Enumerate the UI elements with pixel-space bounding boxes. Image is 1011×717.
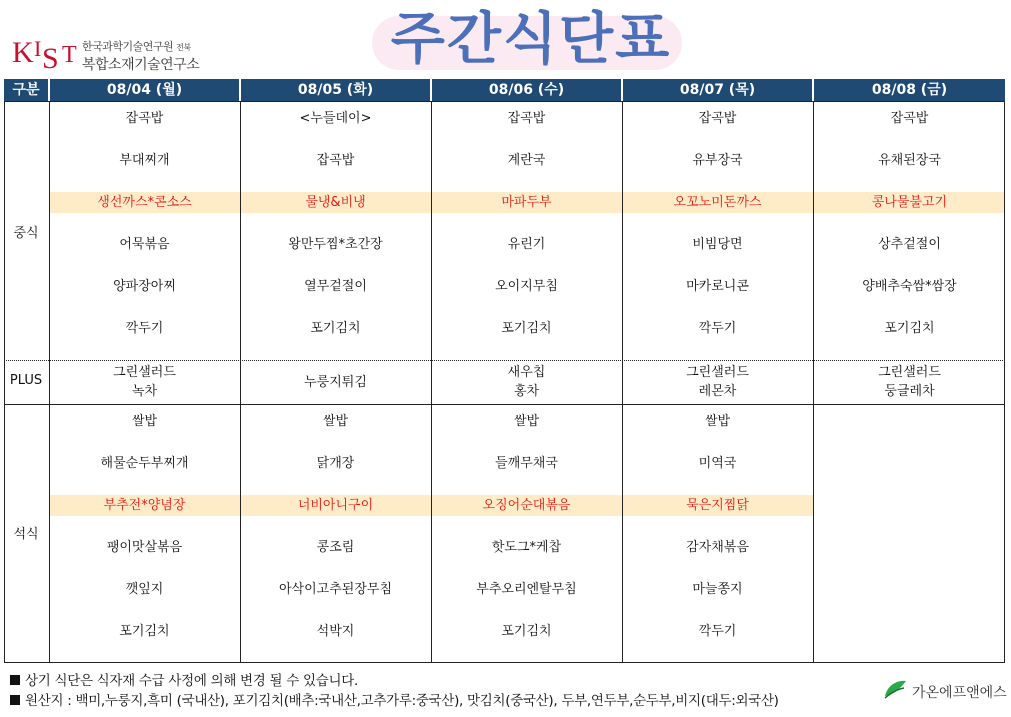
dinner-menu-item: 쌀밥: [131, 414, 158, 429]
plus-cell: [814, 363, 1005, 401]
lunch-menu-item: 포기김치: [501, 321, 552, 336]
dinner-menu-item: 해물순두부찌개: [100, 456, 189, 471]
square-bullet-icon: [10, 675, 20, 685]
dinner-menu-item: 감자채볶음: [686, 540, 749, 555]
corner-header: 구분: [4, 79, 48, 101]
lunch-menu-item: 깍두기: [125, 321, 164, 336]
svg-text:S: S: [42, 42, 59, 74]
lunch-menu-item: 부대찌개: [119, 153, 170, 168]
lunch-menu-item: 잡곡밥: [890, 111, 929, 126]
footer-note-change: 상기 식단은 식자재 수급 사정에 의해 변경 될 수 있습니다.: [10, 669, 358, 689]
plus-menu-item: 레몬차: [698, 384, 737, 399]
plus-cell: [432, 363, 621, 401]
plus-menu-item: 새우칩: [507, 365, 546, 380]
lunch-menu-item: 물냉&비냉: [305, 195, 366, 210]
lunch-menu-item: 유채된장국: [878, 153, 941, 168]
dinner-menu-item: 들깨무채국: [495, 456, 558, 471]
kist-logo-icon: [10, 34, 80, 74]
lunch-menu-item: 생선까스*콘소스: [97, 195, 192, 210]
lunch-menu-item: 오꼬노미돈까스: [673, 195, 762, 210]
dinner-menu-item: 깍두기: [698, 624, 737, 639]
dinner-menu-item: 묵은지찜닭: [686, 498, 749, 513]
plus-menu-item: 그린샐러드: [113, 365, 176, 380]
dinner-menu-item: 포기김치: [501, 624, 552, 639]
dinner-menu-item: 핫도그*케찹: [491, 540, 562, 555]
dinner-menu-item: 쌀밥: [704, 414, 731, 429]
lunch-menu-item: 유부장국: [692, 153, 743, 168]
lunch-label: 중식: [13, 226, 39, 241]
dinner-menu-item: 쌀밥: [322, 414, 349, 429]
day-header-5: 08/08 (금): [814, 79, 1005, 101]
lunch-menu-item: 잡곡밥: [698, 111, 737, 126]
dinner-menu-item: 깻잎지: [125, 582, 164, 597]
page-title-area: [366, 6, 696, 74]
org-name-line2: 복합소재기술연구소: [82, 57, 200, 73]
plus-menu-item: 홍차: [513, 384, 540, 399]
plus-menu-item: 누룽지튀김: [304, 375, 367, 390]
lunch-menu-item: 양배추숙쌈*쌈장: [862, 279, 957, 294]
lunch-menu-item: 마카로니콘: [686, 279, 749, 294]
day-header-2: 08/05 (화): [241, 79, 430, 101]
plus-cell: [623, 363, 812, 401]
footer-note-origin: 원산지 : 백미,누룽지,흑미 (국내산), 포기김치(배추:국내산,고추가루:중국산), 맛김치(중국산), 두부,연두부,순두부,비지(대두:외국산): [10, 689, 779, 709]
lunch-menu-item: 오이지무침: [495, 279, 558, 294]
lunch-menu-item: 잡곡밥: [316, 153, 355, 168]
dinner-menu-item: 포기김치: [119, 624, 170, 639]
dinner-menu-item: 아삭이고추된장무침: [278, 582, 393, 597]
page-title: 주간식단표: [390, 7, 672, 72]
plus-cell: [241, 373, 430, 392]
plus-menu-item: 녹차: [131, 384, 158, 399]
plus-menu-item: 그린샐러드: [686, 365, 749, 380]
svg-text:T: T: [62, 42, 77, 68]
dinner-menu-item: 팽이맛살볶음: [106, 540, 183, 555]
lunch-menu-item: 잡곡밥: [125, 111, 164, 126]
lunch-menu-item: 포기김치: [310, 321, 361, 336]
dinner-menu-item: 석박지: [316, 624, 355, 639]
dinner-menu-item: 부추오리엔탈무침: [476, 582, 577, 597]
lunch-menu-item: 비빔당면: [692, 237, 743, 252]
lunch-menu-item: 양파장아찌: [113, 279, 176, 294]
lunch-menu-item: 유린기: [507, 237, 546, 252]
plus-menu-item: 그린샐러드: [878, 365, 941, 380]
dinner-menu-item: 닭개장: [316, 456, 355, 471]
lunch-menu-item: 마파두부: [501, 195, 552, 210]
dinner-menu-item: 콩조림: [316, 540, 355, 555]
lunch-menu-item: 콩나물불고기: [871, 195, 948, 210]
lunch-menu-item: 어묵볶음: [119, 237, 170, 252]
kist-logo: [10, 34, 240, 78]
plus-cell: [50, 363, 239, 401]
dinner-menu-item: 오징어순대볶음: [482, 498, 571, 513]
square-bullet-icon: [10, 695, 20, 705]
dinner-menu-item: 미역국: [698, 456, 737, 471]
lunch-menu-item: 상추겉절이: [878, 237, 941, 252]
weekly-menu-table: [4, 79, 1005, 663]
svg-text:K: K: [12, 36, 34, 69]
day-header-1: 08/04 (월): [50, 79, 239, 101]
plus-label: PLUS: [9, 373, 43, 388]
leaf-logo-icon: [882, 678, 908, 702]
lunch-menu-item: 왕만두찜*초간장: [288, 237, 383, 252]
dinner-label: 석식: [13, 527, 39, 542]
lunch-menu-item: 깍두기: [698, 321, 737, 336]
svg-text:I: I: [34, 36, 42, 61]
lunch-menu-item: 잡곡밥: [507, 111, 546, 126]
dinner-menu-item: 너비아니구이: [297, 498, 374, 513]
lunch-menu-item: 계란국: [507, 153, 546, 168]
lunch-menu-item: 열무겉절이: [304, 279, 367, 294]
lunch-menu-item: 포기김치: [884, 321, 935, 336]
plus-divider: [4, 360, 1005, 361]
dinner-menu-item: 부추전*양념장: [103, 498, 186, 513]
org-name-line1: 한국과학기술연구원 전북: [82, 40, 191, 53]
plus-menu-item: 둥글레차: [884, 384, 935, 399]
dinner-divider: [4, 404, 1005, 405]
day-header-3: 08/06 (수): [432, 79, 621, 101]
dinner-menu-item: 쌀밥: [513, 414, 540, 429]
lunch-menu-item: <누들데이>: [299, 111, 372, 126]
caterer-brand-name: 가온에프앤에스: [912, 685, 1007, 701]
day-header-4: 08/07 (목): [623, 79, 812, 101]
dinner-menu-item: 마늘쫑지: [692, 582, 743, 597]
